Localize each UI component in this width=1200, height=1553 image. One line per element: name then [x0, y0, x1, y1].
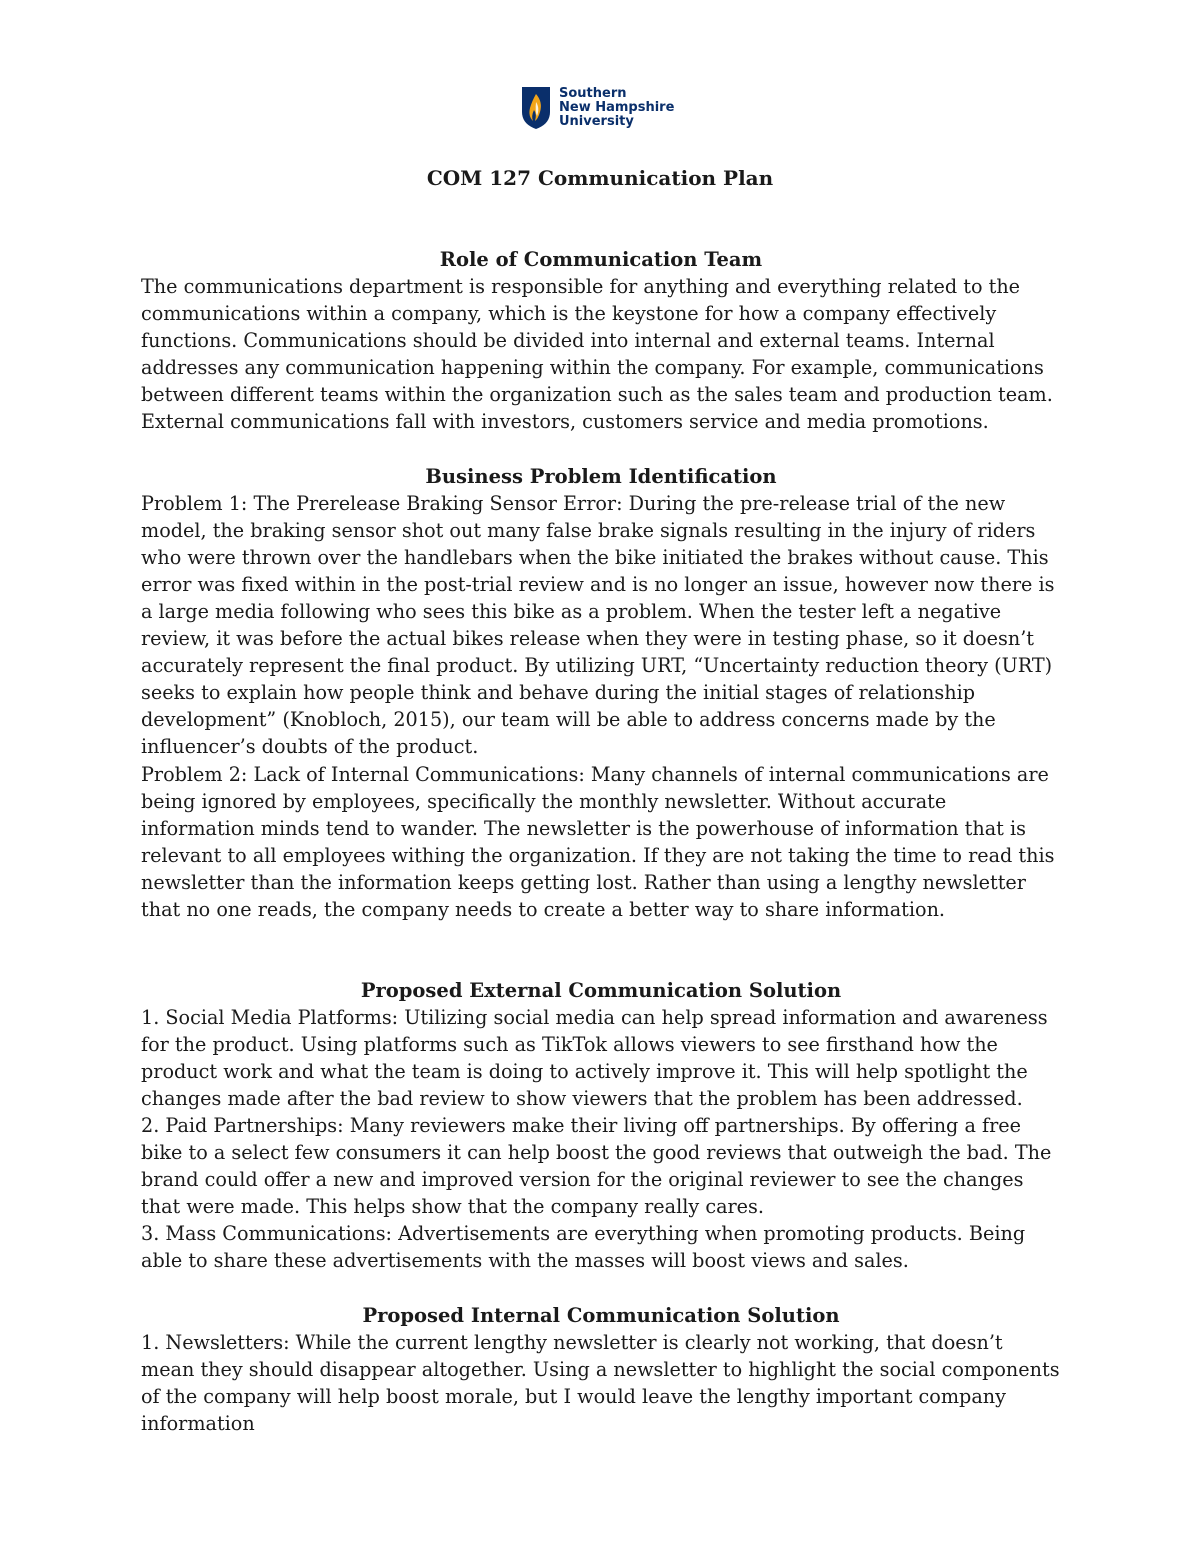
university-logo — [521, 84, 674, 132]
section-internal-solution — [141, 1302, 1061, 1437]
section-heading-internal: Proposed Internal Communication Solution — [362, 1304, 840, 1327]
logo-line-3: University — [559, 114, 634, 129]
section-business-problem — [141, 463, 1061, 760]
section-body-role: The communications department is responsible for anything and everything related to the communications within a company, which is the keystone for how a company effectively functions. Communications should be divided into internal and external teams. Internal addresses any communication happening within the company. For example, communications between different teams within the organization such as the sales team and production team. External communications fall with investors, customers service and media promotions. — [141, 275, 1053, 433]
section-external-solution — [141, 977, 1061, 1274]
external-item-2: 2. Paid Partnerships: Many reviewers make their living off partnerships. By offering a free bike to a select few consumers it can help boost the good reviews that outweigh the bad. The brand could offer a new and improved version for the original reviewer to see the changes that were made. This helps show that the company really cares. — [141, 1114, 1052, 1218]
section-role — [141, 246, 1061, 435]
section-heading-business: Business Problem Identification — [425, 465, 777, 488]
logo-line-1: Southern — [559, 86, 627, 101]
problem-2-paragraph: Problem 2: Lack of Internal Communications: Many channels of internal communications are being ignored by employees, specifically the monthly newsletter. Without accurate information minds tend to wander. The newsletter is the powerhouse of information that is relevant to all employees withing the organization. If they are not taking the time to read this newsletter than the information keeps getting lost. Rather than using a lengthy newsletter that no one reads, the company needs to create a better way to share information. — [141, 763, 1055, 921]
section-heading-external: Proposed External Communication Solution — [360, 979, 842, 1002]
logo-line-2: New Hampshire — [559, 100, 675, 115]
problem-1-paragraph: Problem 1: The Prerelease Braking Sensor Error: During the pre-release trial of the new model, the braking sensor shot out many false brake signals resulting in the injury of riders who were thrown over the handlebars when the bike initiated the brakes without cause. This error was fixed within in the post-trial review and is no longer an issue, however now there is a large media following who sees this bike as a problem. When the tester left a negative review, it was before the actual bikes release when they were in testing phase, so it doesn’t accurately represent the final product. By utilizing URT, “Uncertainty reduction theory (URT) seeks to explain how people think and behave during the initial stages of relationship development” (Knobloch, 2015), our team will be able to address concerns made by the influencer’s doubts of the product. — [141, 492, 1055, 758]
document-title: COM 127 Communication Plan — [426, 166, 774, 190]
logo-wordmark — [559, 87, 674, 129]
internal-item-1: 1. Newsletters: While the current lengthy newsletter is clearly not working, that doesn’t mean they should disappear altogether. Using a newsletter to highlight the social components of the company will help boost morale, but I would leave the lengthy important company information — [141, 1331, 1060, 1435]
external-item-1: 1. Social Media Platforms: Utilizing social media can help spread information and awareness for the product. Using platforms such as TikTok allows viewers to see firsthand how the product work and what the team is doing to actively improve it. This will help spotlight the changes made after the bad review to show viewers that the problem has been addressed. — [141, 1006, 1048, 1110]
external-item-3: 3. Mass Communications: Advertisements are everything when promoting products. Being able to share these advertisements with the masses will boost views and sales. — [141, 1222, 1026, 1272]
section-heading-role: Role of Communication Team — [439, 248, 763, 271]
shield-flame-icon — [521, 86, 551, 130]
section-problem-2 — [141, 761, 1061, 923]
